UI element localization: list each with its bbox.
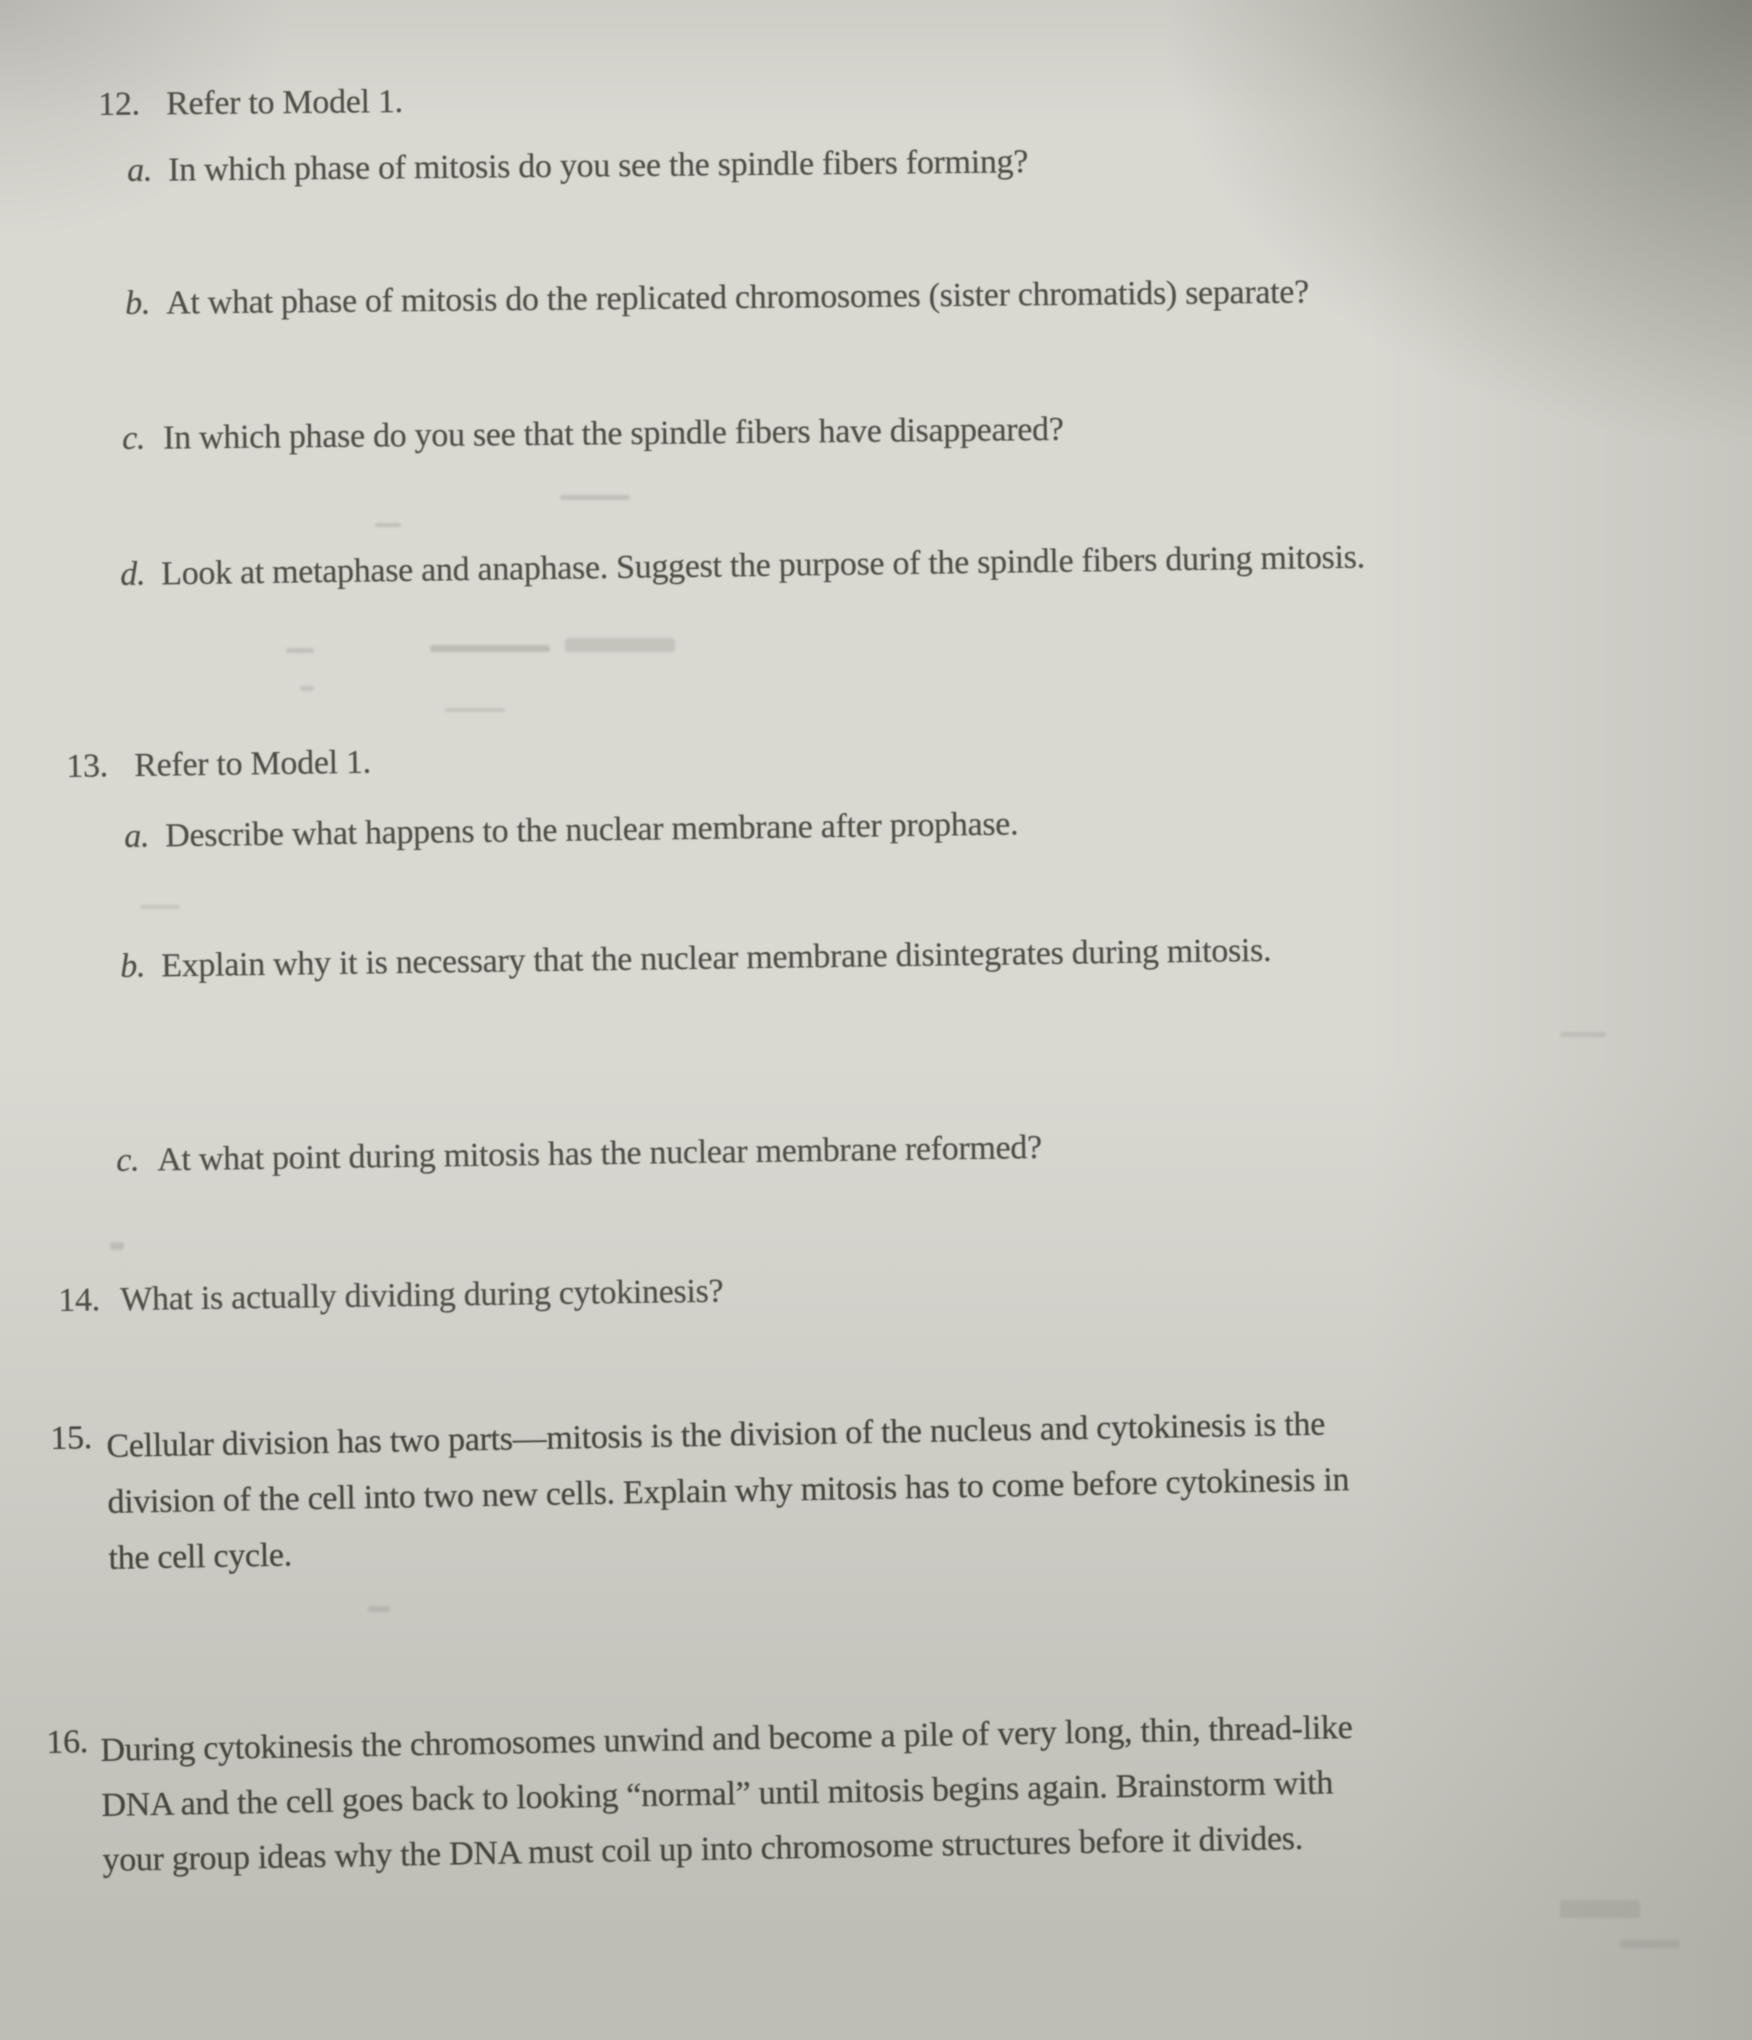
- question-15-line-1: Cellular division has two parts—mitosis is the division of the nucleus and cytokinesis is the: [106, 1405, 1326, 1465]
- question-13-number: 13.: [66, 747, 109, 785]
- question-12a-letter: a.: [127, 151, 153, 189]
- question-16-text: [100, 1700, 1355, 1888]
- question-12b-letter: b.: [125, 284, 151, 322]
- photo-smudge: [1560, 1032, 1606, 1037]
- question-13c-text: At what point during mitosis has the nuclear membrane reformed?: [156, 1129, 1043, 1179]
- question-13-title: Refer to Model 1.: [133, 743, 372, 785]
- question-12c: [122, 411, 1064, 458]
- question-16-number: 16.: [46, 1723, 89, 1761]
- question-12d-letter: d.: [120, 555, 146, 593]
- question-12d: [120, 539, 1365, 594]
- question-12-title: Refer to Model 1.: [165, 83, 403, 123]
- question-12: [98, 83, 403, 124]
- photo-smudge: [375, 523, 401, 527]
- question-14: [58, 1273, 724, 1320]
- photo-smudge: [368, 1606, 390, 1612]
- question-16-line-3: your group ideas why the DNA must coil up into chromosome structures before it divides.: [102, 1819, 1304, 1879]
- photo-smudge: [110, 1242, 124, 1250]
- photo-smudge: [140, 905, 180, 909]
- photo-smudge: [445, 708, 505, 712]
- question-12b-text: At what phase of mitosis do the replicated chromosomes (sister chromatids) separate?: [165, 273, 1310, 322]
- question-13c-letter: c.: [116, 1141, 140, 1179]
- question-13b: [120, 932, 1271, 986]
- photo-smudge: [430, 645, 550, 652]
- question-13c: [116, 1129, 1042, 1180]
- question-12c-text: In which phase do you see that the spindle fibers have disappeared?: [162, 410, 1064, 457]
- photo-smudge: [300, 686, 314, 691]
- question-15-line-3: the cell cycle.: [108, 1536, 293, 1577]
- question-13a-letter: a.: [124, 817, 150, 855]
- question-16-line-1: During cytokinesis the chromosomes unwind and become a pile of very long, thin, thread-like: [100, 1709, 1353, 1770]
- photo-smudge: [565, 638, 675, 652]
- question-15-line-2: division of the cell into two new cells. Explain why mitosis has to come before cytokinesis in: [107, 1461, 1350, 1521]
- question-13a: [124, 806, 1019, 856]
- photo-smudge: [560, 495, 630, 500]
- photo-smudge: [1620, 1940, 1680, 1948]
- question-14-number: 14.: [58, 1281, 101, 1319]
- question-13b-letter: b.: [120, 947, 146, 985]
- question-12d-text: Look at metaphase and anaphase. Suggest the purpose of the spindle fibers during mitosis.: [160, 538, 1366, 593]
- question-12a: [127, 143, 1028, 190]
- question-12a-text: In which phase of mitosis do you see the spindle fibers forming?: [167, 143, 1029, 189]
- question-15-text: [106, 1396, 1351, 1587]
- question-12c-letter: c.: [122, 419, 146, 457]
- question-13b-text: Explain why it is necessary that the nuclear membrane disintegrates during mitosis.: [160, 931, 1272, 985]
- question-13a-text: Describe what happens to the nuclear membrane after prophase.: [164, 805, 1019, 855]
- question-12-number: 12.: [98, 85, 140, 123]
- question-12b: [125, 274, 1309, 323]
- photo-smudge: [1560, 1900, 1640, 1918]
- question-15-number: 15.: [50, 1419, 93, 1457]
- question-16: [46, 1700, 1355, 1889]
- photo-smudge: [286, 648, 314, 653]
- question-14-text: What is actually dividing during cytokinesis?: [119, 1272, 724, 1319]
- question-13: [66, 744, 371, 786]
- question-15: [50, 1396, 1351, 1588]
- question-16-line-2: DNA and the cell goes back to looking “normal” until mitosis begins again. Brainstorm with: [101, 1764, 1334, 1824]
